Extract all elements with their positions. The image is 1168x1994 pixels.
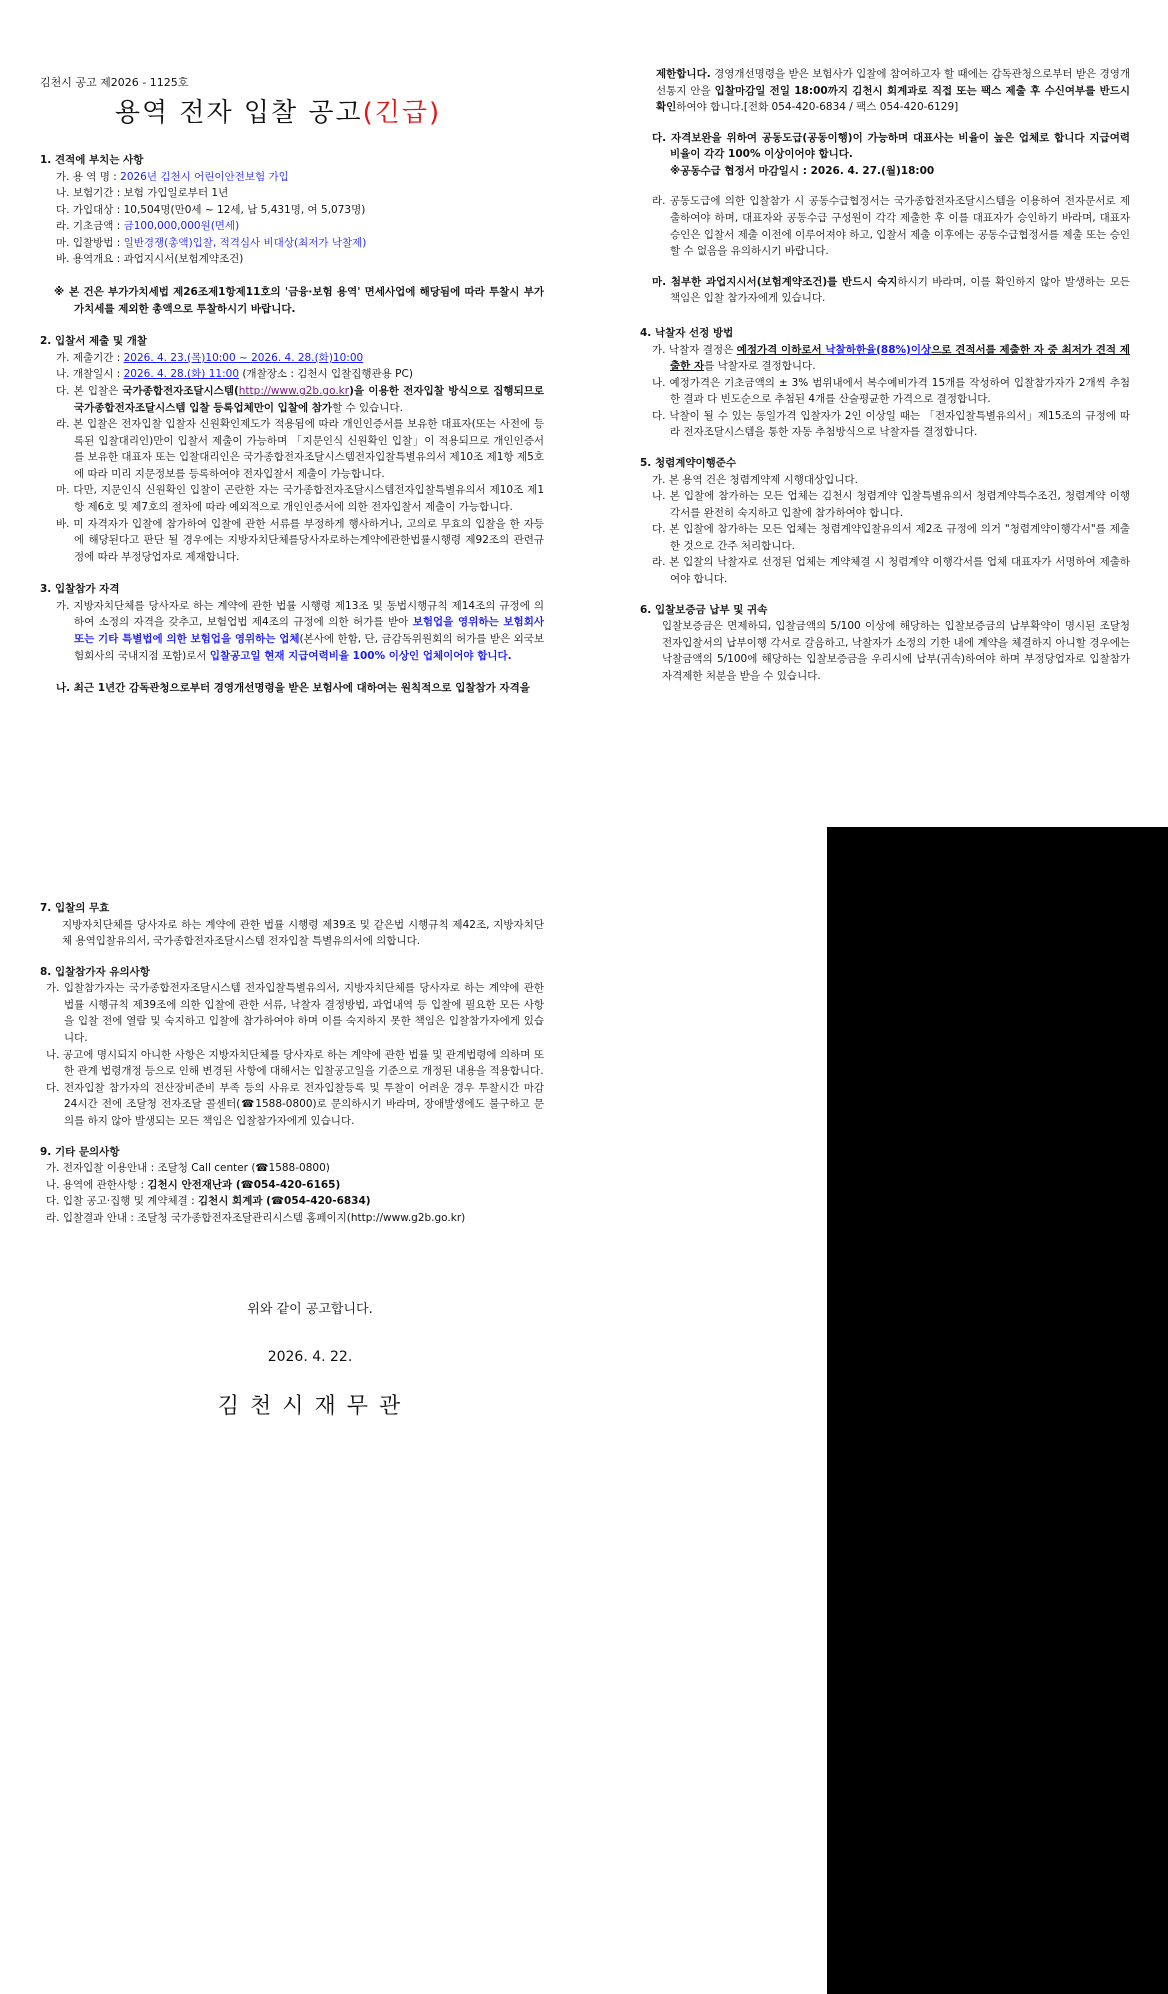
service-name: 2026년 김천시 어린이안전보험 가입 — [120, 170, 289, 183]
section-1-title: 1. 견적에 부치는 사항 — [40, 154, 144, 166]
g2b-link[interactable]: http://www.g2b.go.kr — [238, 384, 350, 397]
sec2-item-ba: 바. 미 자격자가 입찰에 참가하여 입찰에 관한 서류를 부정하게 행사하거나, 고의로 무효의 입찰을 한 자등에 해당된다고 판단 될 경우에는 지방자치단체를당사자로하는계약에관한법률시행령 제92조의 관련규정에 따라 부정당업자로 제재합니다. — [56, 517, 544, 563]
sec3-item-na-continued: 제한합니다. 경영개선명령을 받은 보험사가 입찰에 참여하고자 할 때에는 감독관청으로부터 받은 경영개선통지 안을 입찰마감일 전일 18:00까지 김천시 회계과로 직접 또는 팩스 제출 후 수신여부를 반드시 확인하여야 합니다.[전화 054-420-6834 / 팩스 054-420-6129] — [656, 68, 1131, 114]
sec9-item-ga: 가. 전자입찰 이용안내 : 조달청 Call center (☎1588-0800) — [46, 1162, 330, 1175]
sec2-item-ra: 라. 본 입찰은 전자입찰 입찰자 신원확인제도가 적용됨에 따라 개인인증서를 보유한 대표자(또는 사전에 등록된 입찰대리인)만이 입찰서 제출이 가능하며 「지문인식 신원확인 입찰」이 적용되므로 개인인증서를 보유한 대표자 또는 입찰대리인은 국가종합전자조달시스템전자입찰특별유의서 제10조 제1항 제5호에 따라 미리 지문정보를 등록하여야 전자입찰서 제출이 가능합니다. — [56, 418, 544, 480]
section-8-title: 8. 입찰참가자 유의사항 — [40, 965, 150, 978]
sec8-item-ga: 가. 입찰참가자는 국가종합전자조달시스템 전자입찰특별유의서, 지방자치단체를 당사자로 하는 계약에 관한 법률 시행규칙 제39조에 의한 입찰에 관한 서류, 낙찰자 결정방법, 과업내역 등 입찰에 필요한 모든 사항을 입찰 전에 열람 및 숙지하고 입찰에 참가하여야 하며 이를 숙지하지 못한 책임은 입찰참가자에게 있습니다. — [46, 982, 544, 1045]
sec3-item-ga: 가. 지방자치단체를 당사자로 하는 계약에 관한 법률 시행령 제13조 및 동법시행규칙 제14조의 규정에 의하여 소정의 자격을 갖추고, 보험업법 제4조의 규정에 의한 허가를 받아 보험업을 영위하는 보험회사 또는 기타 특별법에 의한 보험업을 영위하는 업체(본사에 한함, 단, 금감독위원회의 허가를 받은 외국보험회사의 국내지점 포함)로서 입찰공고일 현재 지급여력비율 100% 이상인 업체이어야 합니다. — [56, 599, 544, 662]
right-column — [640, 66, 1130, 685]
sec2-item-da: 다. 본 입찰은 국가종합전자조달시스템(http://www.g2b.go.kr)을 이용한 전자입찰 방식으로 집행되므로 국가종합전자조달시스템 입찰 등록업체만이 입찰에 참가할 수 있습니다. — [56, 384, 544, 414]
section-6-title: 6. 입찰보증금 납부 및 귀속 — [640, 603, 768, 616]
sec4-item-na: 나. 예정가격은 기초금액의 ± 3% 범위내에서 복수예비가격 15개를 작성하여 입찰참가자가 2개씩 추첨한 결과 다 빈도순으로 추첨된 4개를 산술평균한 가격으로 결정합니다. — [652, 376, 1130, 406]
title-main: 용역 전자 입찰 공고 — [114, 98, 363, 128]
sec3-item-na: 나. 최근 1년간 감독관청으로부터 경영개선명령을 받은 보험사에 대하여는 원칙적으로 입찰참가 자격을 — [56, 682, 530, 695]
sec2-item-ma: 마. 다만, 지문인식 신원확인 입찰이 곤란한 자는 국가종합전자조달시스템전자입찰특별유의서 제10조 제1항 제6호 및 제7호의 절차에 따라 예외적으로 개인인증서에 의한 전자입찰서 제출이 가능합니다. — [56, 484, 544, 513]
sec7-body: 지방자치단체를 당사자로 하는 계약에 관한 법률 시행령 제39조 및 같은법 시행규칙 제42조, 지방자치단체 용역입찰유의서, 국가종합전자조달시스템 전자입찰 특별유의서에 의합니다. — [62, 918, 544, 948]
base-amount: 금100,000,000원(면세) — [123, 220, 240, 233]
sec5-item-na: 나. 본 입찰에 참가하는 모든 업체는 김천시 청렴계약 입찰특별유의서 청렴계약특수조건, 청렴계약 이행각서를 완전히 숙지하고 입찰에 참가하여야 합니다. — [652, 490, 1130, 519]
sec2-item-na: 나. 개찰일시 : 2026. 4. 28.(화) 11:00 (개찰장소 : 김천시 입찰집행관용 PC) — [56, 368, 413, 381]
sec9-item-da: 다. 입찰 공고·집행 및 계약체결 : 김천시 회계과 (☎054-420-6834) — [46, 1195, 371, 1208]
sec5-item-ga: 가. 본 용역 건은 청렴계약제 시행대상입니다. — [652, 473, 858, 486]
bid-method: 일반경쟁(총액)입찰, 적격심사 비대상(최저가 낙찰제) — [123, 236, 367, 249]
submission-period: 2026. 4. 23.(목)10:00 ~ 2026. 4. 28.(화)10:00 — [123, 351, 364, 364]
sec1-item-ra: 라. 기초금액 : 금100,000,000원(면세) — [56, 220, 240, 233]
sec1-item-ma: 마. 입찰방법 : 일반경쟁(총액)입찰, 적격심사 비대상(최저가 낙찰제) — [56, 236, 367, 249]
sec9-item-ra: 라. 입찰결과 안내 : 조달청 국가종합전자조달관리시스템 홈페이지(http://www.g2b.go.kr) — [46, 1211, 466, 1224]
notice-number: 김천시 공고 제2026 - 1125호 — [40, 76, 189, 89]
sec1-item-da: 다. 가입대상 : 10,504명(만0세 ~ 12세, 남 5,431명, 여 5,073명) — [56, 203, 366, 216]
section-9-title: 9. 기타 문의사항 — [40, 1145, 120, 1158]
sec3-item-ra: 라. 공동도급에 의한 입찰참가 시 공동수급협정서는 국가종합전자조달시스템을 이용하여 전자문서로 제출하여야 하며, 대표자와 공동수급 구성원이 각각 제출한 후 이를 대표자가 승인하기 바라며, 대표자 승인은 입찰서 제출 이전에 이루어져야 하고, 입찰서 제출 이후에는 공동수급협정서를 제출 또는 승인 할 수 없음을 유의하시기 바랍니다. — [652, 195, 1130, 258]
sec4-item-da: 다. 낙찰이 될 수 있는 동일가격 입찰자가 2인 이상일 때는 「전자입찰특별유의서」제15조의 규정에 따라 전자조달시스템을 통한 자동 추첨방식으로 낙찰자를 결정합니다. — [652, 409, 1130, 439]
sec5-item-ra: 라. 본 입찰의 낙찰자로 선정된 업체는 계약체결 시 청렴계약 이행각서를 업체 대표자가 서명하여 제출하여야 합니다. — [652, 556, 1130, 586]
joint-deadline-note: ※공동수급 협정서 마감일시 : 2026. 4. 27.(월)18:00 — [670, 164, 935, 177]
left-column — [40, 152, 544, 697]
section-2-title: 2. 입찰서 제출 및 개찰 — [40, 335, 148, 348]
closing-announcement: 위와 같이 공고합니다. — [247, 1302, 373, 1317]
title-urgent: (긴급) — [362, 98, 442, 128]
sec1-item-ga: 가. 용 역 명 : 2026년 김천시 어린이안전보험 가입 — [56, 170, 289, 183]
sec9-item-na: 나. 용역에 관한사항 : 김천시 안전재난과 (☎054-420-6165) — [46, 1178, 341, 1191]
sec5-item-da: 다. 본 입찰에 참가하는 모든 업체는 청렴계약입찰유의서 제2조 규정에 의거 "청렴계약이행각서"를 제출한 것으로 간주 처리합니다. — [652, 523, 1130, 552]
section-7-title: 7. 입찰의 무효 — [40, 902, 110, 914]
document-title — [40, 98, 516, 129]
page2-content — [40, 900, 544, 1226]
sec2-item-ga: 가. 제출기간 : 2026. 4. 23.(목)10:00 ~ 2026. 4. 28.(화)10:00 — [56, 351, 364, 364]
section-5-title: 5. 청렴계약이행준수 — [640, 456, 737, 469]
sec8-item-da: 다. 전자입찰 참가자의 전산장비준비 부족 등의 사유로 전자입찰등록 및 투찰이 어려운 경우 투찰시간 마감 24시간 전에 조달청 전자조달 콜센터(☎1588-0800)로 문의하시기 바라며, 장애발생에도 불구하고 문의를 하지 않아 발생되는 모든 책임은 입찰참가자에게 있습니다. — [46, 1081, 544, 1127]
sec6-body: 입찰보증금은 면제하되, 입찰금액의 5/100 이상에 해당하는 입찰보증금의 납부확약이 명시된 조달청 전자입찰서의 납부이행 각서로 갈음하고, 낙찰자가 소정의 기한 내에 계약을 체결하지 아니할 경우에는 낙찰금액의 5/100에 해당하는 입찰보증금을 우리시에 납부(귀속)하여야 하며 부정당업자로 입찰참가자격제한 처분을 받을 수 있습니다. — [662, 620, 1130, 682]
sec1-item-ba: 바. 용역개요 : 과업지시서(보험계약조건) — [56, 253, 244, 266]
section-4-title: 4. 낙찰자 선정 방법 — [640, 326, 734, 339]
sec4-item-ga: 가. 낙찰자 결정은 예정가격 이하로서 낙찰하한율(88%)이상으로 견적서를 제출한 자 중 최저가 견적 제출한 자를 낙찰자로 결정합니다. — [652, 343, 1130, 373]
issuer-name: 김 천 시 재 무 관 — [217, 1394, 403, 1419]
sec3-item-ma: 마. 첨부한 과업지시서(보험계약조건)를 반드시 숙지하시기 바라며, 이를 확인하지 않아 발생하는 모든 책임은 입찰 참가자에게 있습니다. — [652, 275, 1130, 305]
black-block — [827, 827, 1168, 1994]
closing-date: 2026. 4. 22. — [267, 1349, 353, 1365]
tax-exempt-note: ※ 본 건은 부가가치세법 제26조제1항제11호의 '금융·보험 용역' 면세사업에 해당됨에 따라 투찰시 부가가치세를 제외한 총액으로 투찰하시기 바랍니다. — [54, 286, 544, 315]
sec8-item-na: 나. 공고에 명시되지 아니한 사항은 지방자치단체를 당사자로 하는 계약에 관한 법률 및 관계법령에 의하며 또한 관계 법령개정 등으로 인해 변경된 사항에 대해서는 입찰공고일을 기준으로 개정된 내용을 적용합니다. — [46, 1048, 544, 1078]
section-3-title: 3. 입찰참가 자격 — [40, 583, 120, 596]
sec3-item-da: 다. 자격보완을 위하여 공동도급(공동이행)이 가능하며 대표사는 비율이 높은 업체로 합니다 지급여력 비율이 각각 100% 이상이어야 합니다. — [652, 131, 1130, 161]
opening-datetime: 2026. 4. 28.(화) 11:00 — [123, 368, 239, 381]
sec1-item-na: 나. 보험기간 : 보험 가입일로부터 1년 — [56, 187, 229, 200]
